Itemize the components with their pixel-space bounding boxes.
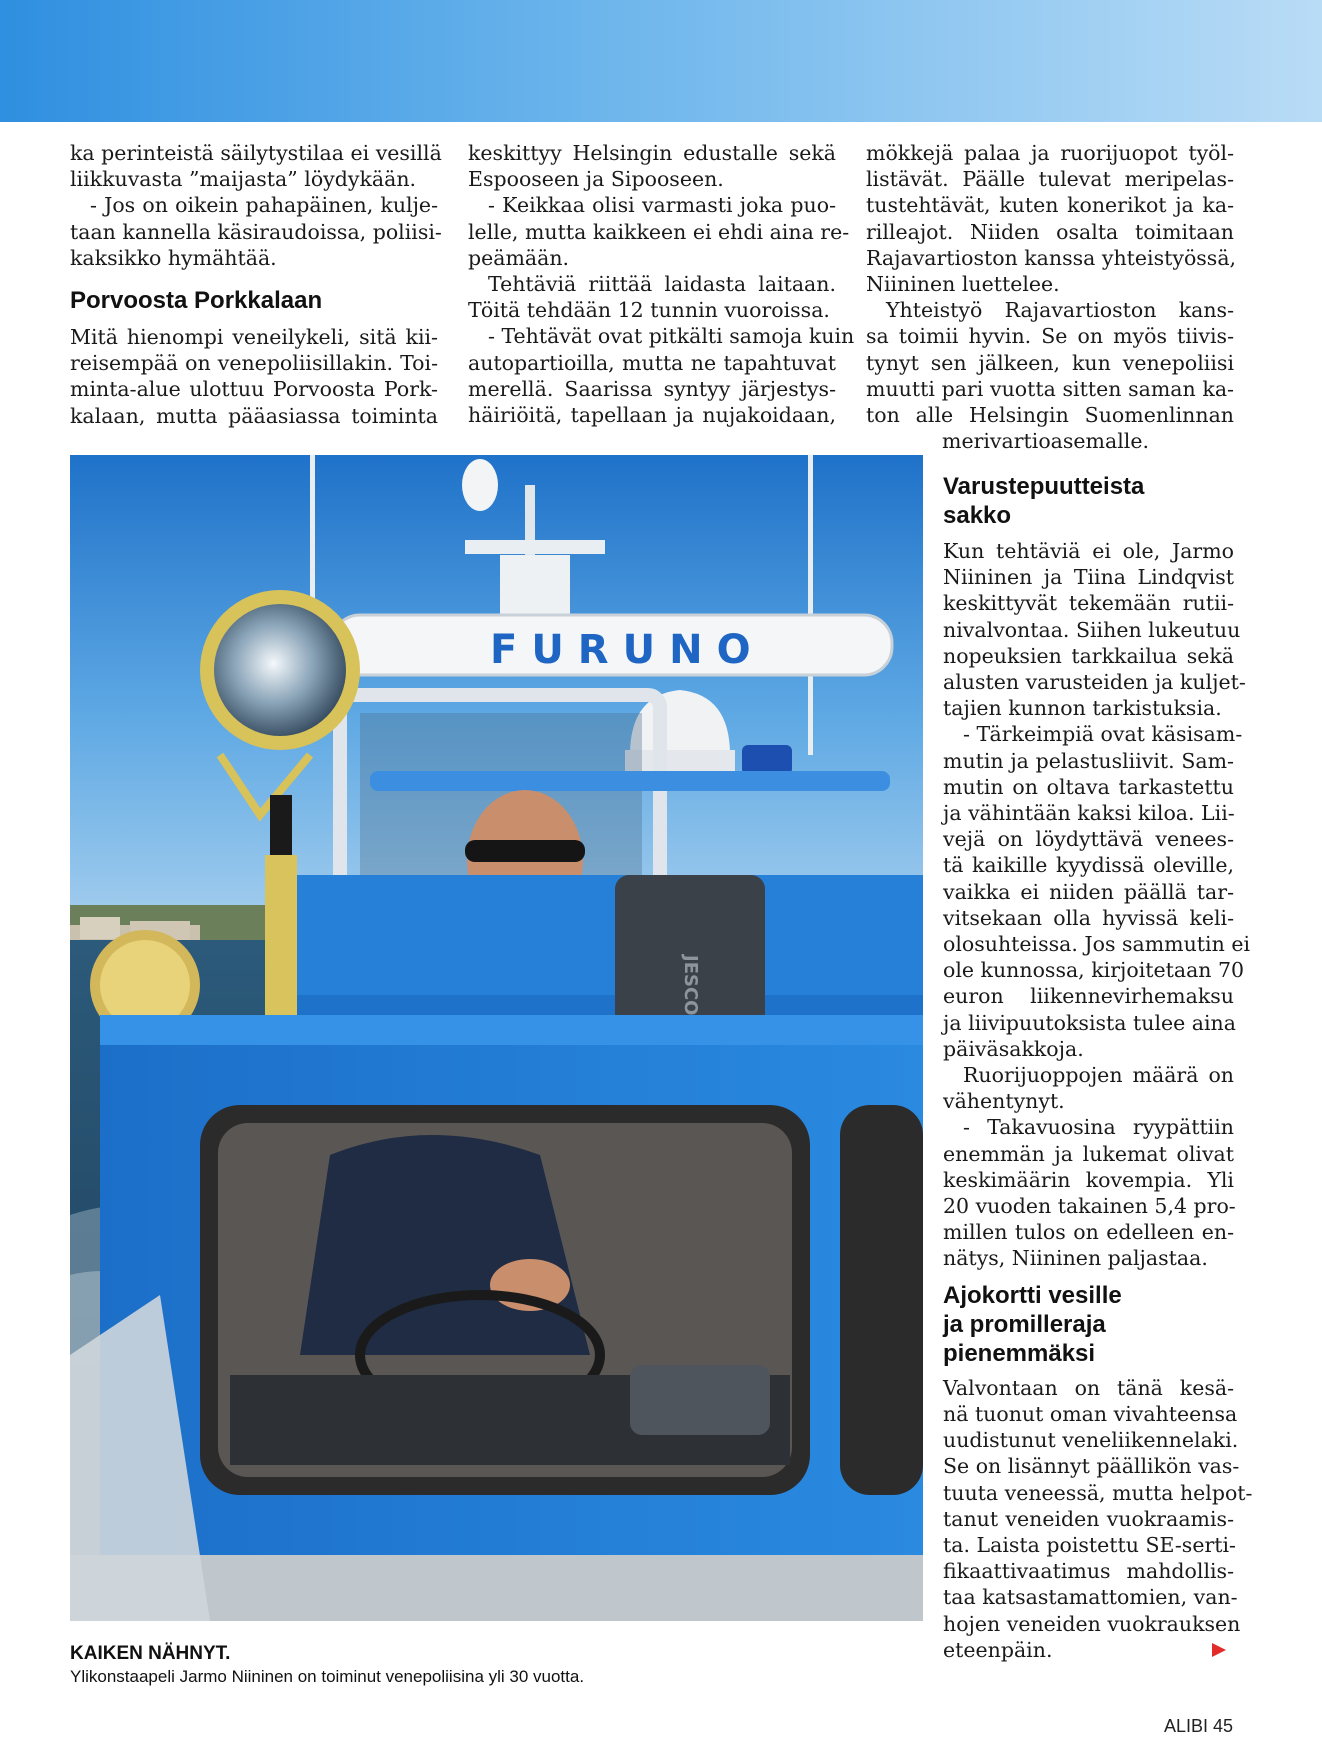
paragraph [468,192,850,271]
section-heading: Ajokortti vesille ja promilleraja pienemmäksi [943,1281,1122,1367]
page-folio: ALIBI 45 [1164,1716,1234,1736]
section-heading: Porvoosta Porkkalaan [70,287,323,315]
text-line: tynyt sen jälkeen, kun venepoliisi [866,350,1234,375]
paragraph [866,140,1237,297]
text-line: Espooseen ja Sipooseen. [468,167,724,192]
text-line: vejä on löydyttävä venees- [943,827,1234,852]
text-line: Niininen ja Tiina Lindqvist [943,565,1234,590]
text-line: rilleajot. Niiden osalta toimitaan [866,219,1234,244]
text-line: alusten varusteiden ja kuljet- [943,670,1246,695]
header-band [0,0,1322,122]
text-line: - Takavuosina ryypättiin [963,1115,1234,1140]
text-line: kalaan, mutta pääasiassa toiminta [70,403,438,428]
paragraph [468,140,836,192]
text-line: sa toimii hyvin. Se on myös tiivis- [866,324,1234,349]
column-2 [468,140,855,428]
text-line: Töitä tehdään 12 tunnin vuoroissa. [468,298,830,323]
text-line: nä tuonut oman vivahteensa [943,1401,1238,1426]
text-line: mökkejä palaa ja ruorijuopot työl- [866,141,1234,165]
text-line: ka perinteistä säilytystilaa ei vesillä [70,141,442,165]
text-line: taan kannella käsiraudoissa, poliisi- [70,219,442,244]
text-line: lelle, mutta kaikkeen ei ehdi aina re- [468,219,850,244]
text-line: Se on lisännyt päällikön vas- [943,1454,1240,1479]
text-line: tustehtävät, kuten konerikot ja ka- [866,193,1234,218]
text-line: listävät. Päälle tulevat meripelas- [866,167,1234,192]
text-line: keskittyy Helsingin edustalle sekä [468,141,836,165]
text-line: muutti pari vuotta sitten saman ka- [866,376,1234,401]
text-line: nopeuksien tarkkailua sekä [943,643,1234,668]
continue-arrow-icon [1212,1643,1226,1657]
paragraph [70,324,438,429]
paragraph [70,140,442,192]
text-line: Mitä hienompi veneilykeli, sitä kii- [70,325,438,350]
paragraph [70,192,442,271]
paragraph [943,1375,1253,1663]
boat-photo [70,455,923,1621]
text-line: Niininen luettelee. [866,272,1060,297]
text-line: Rajavartioston kanssa yhteistyössä, [866,245,1237,270]
text-line: Kun tehtäviä ei ole, Jarmo [943,539,1234,563]
text-line: reisempää on venepoliisillakin. Toi- [70,351,438,376]
text-line: mutin ja pelastusliivit. Sam- [943,748,1234,773]
text-line: vähentynyt. [943,1089,1065,1114]
text-line: nivalvontaa. Siihen lukeutuu [943,617,1241,642]
caption-heading: KAIKEN NÄHNYT. [70,1643,231,1664]
text-line: tajien kunnon tarkistuksia. [943,696,1222,721]
text-line: uudistunut veneliikennelaki. [943,1428,1239,1453]
column-4 [943,472,1253,1663]
text-line: - Tärkeimpiä ovat käsisam- [963,722,1243,747]
text-line: Ruorijuoppojen määrä on [963,1063,1234,1088]
caption-text: Ylikonstaapeli Jarmo Niininen on toiminut venepoliisina yli 30 vuotta. [70,1667,585,1686]
text-line: ja vähintään kaksi kiloa. Lii- [943,801,1235,826]
text-line: eteenpäin. [943,1637,1234,1663]
text-line: keskimäärin kovempia. Yli [943,1167,1234,1192]
text-line: minta-alue ulottuu Porvoosta Pork- [70,377,438,402]
text-line: tuuta veneessä, mutta helpot- [943,1480,1253,1505]
text-line: vitsekaan olla hyvissä keli- [943,905,1234,930]
text-line: peämään. [468,245,570,270]
column-3 [866,140,1237,454]
text-line: Yhteistyö Rajavartioston kans- [886,298,1234,323]
paragraph [468,271,836,323]
text-line: merellä. Saarissa syntyy järjestys- [468,376,836,401]
paragraph [943,1114,1234,1271]
text-line: ja liivipuutoksista tulee aina [943,1010,1236,1035]
text-line: häiriöitä, tapellaan ja nujakoidaan, [468,403,836,428]
light-brand-text: JESCO [680,955,701,1016]
paragraph [866,297,1234,428]
text-line: keskittyvät tekemään rutii- [943,591,1234,616]
text-line: enemmän ja lukemat olivat [943,1141,1234,1166]
radar-brand-text: FURUNO [490,627,765,673]
text-line: ta. Laista poistettu SE-serti- [943,1532,1236,1557]
paragraph-tail: merivartioasemalle. [942,429,1149,454]
text-line: tä kaikille kyydissä oleville, [943,853,1234,878]
text-line: Valvontaan on tänä kesä- [943,1375,1234,1400]
text-line: olosuhteissa. Jos sammutin ei [943,932,1251,957]
paragraph [943,538,1246,721]
text-line: tanut veneiden vuokraamis- [943,1506,1234,1531]
text-line: - Jos on oikein pahapäinen, kulje- [90,193,438,218]
text-line: millen tulos on edelleen en- [943,1220,1234,1245]
text-line: autopartioilla, mutta ne tapahtuvat [468,350,836,375]
column-1 [70,140,442,429]
text-line: hojen veneiden vuokrauksen [943,1611,1241,1636]
text-line: euron liikennevirhemaksu [943,984,1234,1009]
paragraph [468,323,855,428]
section-heading: Varustepuutteista sakko [943,473,1145,529]
text-line: kaksikko hymähtää. [70,245,277,270]
text-line: liikkuvasta ”maijasta” löydykään. [70,167,417,192]
paragraph [943,721,1251,1062]
text-line: - Keikkaa olisi varmasti joka puo- [488,193,836,218]
paragraph [943,1062,1234,1114]
text-line: päiväsakkoja. [943,1036,1084,1061]
text-line: Tehtäviä riittää laidasta laitaan. [488,272,836,297]
text-line: 20 vuoden takainen 5,4 pro- [943,1194,1236,1219]
text-line: ton alle Helsingin Suomenlinnan [866,403,1234,428]
text-line: vaikka ei niiden päällä tar- [943,879,1234,904]
text-line: mutin on oltava tarkastettu [943,774,1234,799]
text-line: ole kunnossa, kirjoitetaan 70 [943,958,1245,983]
text-line: nätys, Niininen paljastaa. [943,1246,1208,1271]
text-line: - Tehtävät ovat pitkälti samoja kuin [488,324,855,349]
text-line: fikaattivaatimus mahdollis- [943,1559,1234,1584]
text-line: taa katsastamattomien, van- [943,1585,1238,1610]
